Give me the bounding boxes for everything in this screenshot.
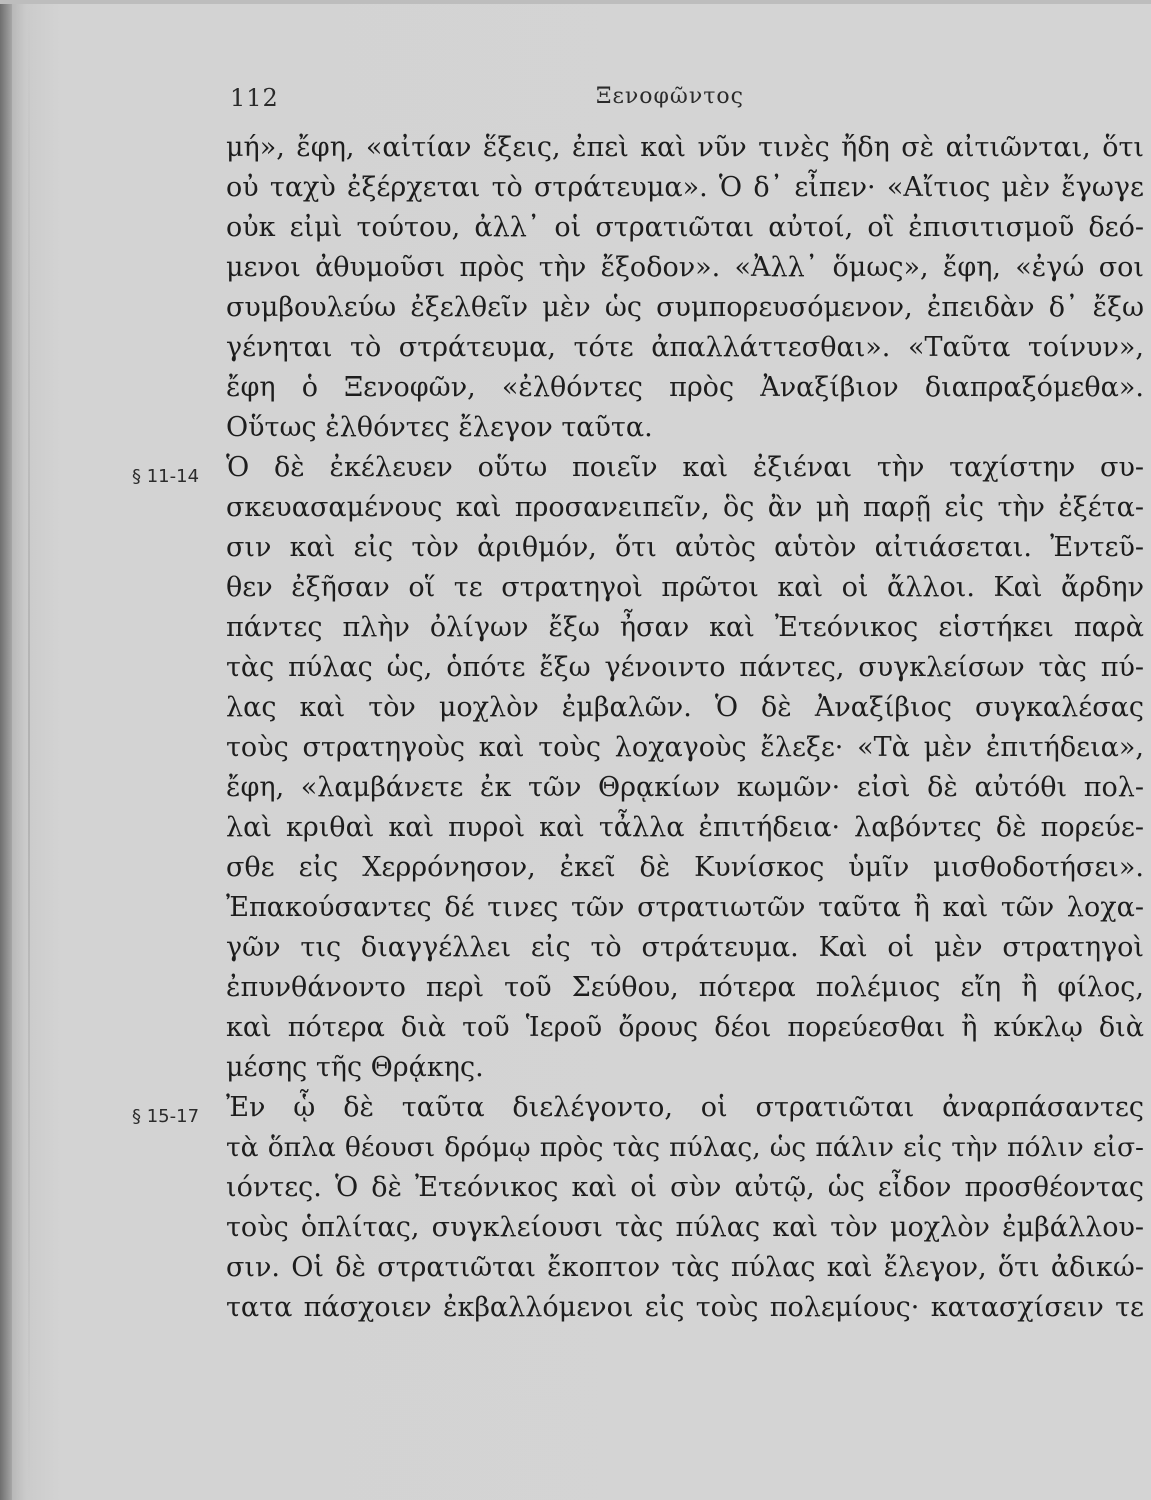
text-line: τὰ ὅπλα θέουσι δρόμῳ πρὸς τὰς πύλας, ὡς πάλιν εἰς τὴν πόλιν εἰσ-	[226, 1132, 1144, 1163]
text-line: Ὁ δὲ ἐκέλευεν οὕτω ποιεῖν καὶ ἐξιέναι τὴν ταχίστην συ-	[226, 452, 1144, 483]
body-text	[226, 128, 1144, 1328]
text-line: συμβουλεύω ἐξελθεῖν μὲν ὡς συμπορευσόμενον, ἐπειδὰν δ᾽ ἔξω	[226, 292, 1144, 323]
text-line: ἔφη ὁ Ξενοφῶν, «ἐλθόντες πρὸς Ἀναξίβιον διαπραξόμεθα».	[226, 372, 1144, 403]
text-line: ιόντες. Ὁ δὲ Ἐτεόνικος καὶ οἱ σὺν αὐτῷ, ὡς εἶδον προσθέοντας	[226, 1172, 1144, 1203]
text-line: μή», ἔφη, «αἰτίαν ἕξεις, ἐπεὶ καὶ νῦν τινὲς ἤδη σὲ αἰτιῶνται, ὅτι	[226, 132, 1144, 163]
text-line: πάντες πλὴν ὀλίγων ἔξω ἦσαν καὶ Ἐτεόνικος εἱστήκει παρὰ	[226, 612, 1144, 643]
text-line: λαὶ κριθαὶ καὶ πυροὶ καὶ τἆλλα ἐπιτήδεια· λαβόντες δὲ πορεύε-	[226, 812, 1144, 843]
text-line: τὰς πύλας ὡς, ὁπότε ἔξω γένοιντο πάντες, συγκλείσων τὰς πύ-	[226, 652, 1144, 683]
text-line: λας καὶ τὸν μοχλὸν ἐμβαλῶν. Ὁ δὲ Ἀναξίβιος συγκαλέσας	[226, 692, 1144, 723]
running-head: Ξενοφῶντος	[596, 84, 744, 109]
text-line: καὶ πότερα διὰ τοῦ Ἱεροῦ ὄρους δέοι πορεύεσθαι ἢ κύκλῳ διὰ	[226, 1012, 1144, 1043]
text-line: γῶν τις διαγγέλλει εἰς τὸ στράτευμα. Καὶ οἱ μὲν στρατηγοὶ	[226, 932, 1144, 963]
text-line: τοὺς ὁπλίτας, συγκλείουσι τὰς πύλας καὶ τὸν μοχλὸν ἐμβάλλου-	[226, 1212, 1144, 1243]
text-line: ἐπυνθάνοντο περὶ τοῦ Σεύθου, πότερα πολέμιος εἴη ἢ φίλος,	[226, 972, 1144, 1003]
text-line: σιν. Οἱ δὲ στρατιῶται ἔκοπτον τὰς πύλας καὶ ἔλεγον, ὅτι ἀδικώ-	[226, 1252, 1144, 1283]
binding-mark	[28, 0, 30, 1500]
text-line: μέσης τῆς Θρᾴκης.	[226, 1052, 484, 1083]
text-line: οὐκ εἰμὶ τούτου, ἀλλ᾽ οἱ στρατιῶται αὐτοί, οἳ ἐπισιτισμοῦ δεό-	[226, 212, 1144, 243]
text-line: γένηται τὸ στράτευμα, τότε ἀπαλλάττεσθαι». «Ταῦτα τοίνυν»,	[226, 332, 1144, 363]
text-line: Οὕτως ἐλθόντες ἔλεγον ταῦτα.	[226, 412, 653, 443]
text-line: τατα πάσχοιεν ἐκβαλλόμενοι εἰς τοὺς πολεμίους· κατασχίσειν τε	[226, 1292, 1144, 1323]
text-line: σιν καὶ εἰς τὸν ἀριθμόν, ὅτι αὐτὸς αὑτὸν αἰτιάσεται. Ἐντεῦ-	[226, 532, 1144, 563]
section-marker-11-14: § 11-14	[132, 466, 200, 487]
top-edge	[0, 0, 1151, 4]
text-line: ἔφη, «λαμβάνετε ἐκ τῶν Θρᾳκίων κωμῶν· εἰσὶ δὲ αὐτόθι πολ-	[226, 772, 1144, 803]
text-line: Ἐν ᾧ δὲ ταῦτα διελέγοντο, οἱ στρατιῶται ἀναρπάσαντες	[226, 1092, 1144, 1123]
text-line: Ἐπακούσαντες δέ τινες τῶν στρατιωτῶν ταῦτα ἢ καὶ τῶν λοχα-	[226, 892, 1144, 923]
section-marker-15-17: § 15-17	[132, 1106, 200, 1127]
text-line: οὐ ταχὺ ἐξέρχεται τὸ στράτευμα». Ὁ δ᾽ εἶπεν· «Αἴτιος μὲν ἔγωγε	[226, 172, 1144, 203]
page-number: 112	[230, 84, 279, 112]
text-line: μενοι ἀθυμοῦσι πρὸς τὴν ἔξοδον». «Ἀλλ᾽ ὅμως», ἔφη, «ἐγώ σοι	[226, 252, 1144, 283]
text-line: θεν ἐξῆσαν οἵ τε στρατηγοὶ πρῶτοι καὶ οἱ ἄλλοι. Καὶ ἄρδην	[226, 572, 1144, 603]
page-gutter-shadow	[0, 0, 12, 1500]
text-line: σθε εἰς Χερρόνησον, ἐκεῖ δὲ Κυνίσκος ὑμῖν μισθοδοτήσει».	[226, 852, 1144, 883]
text-line: σκευασαμένους καὶ προσανειπεῖν, ὃς ἂν μὴ παρῇ εἰς τὴν ἐξέτα-	[226, 492, 1144, 523]
text-line: τοὺς στρατηγοὺς καὶ τοὺς λοχαγοὺς ἔλεξε· «Τὰ μὲν ἐπιτήδεια»,	[226, 732, 1144, 763]
